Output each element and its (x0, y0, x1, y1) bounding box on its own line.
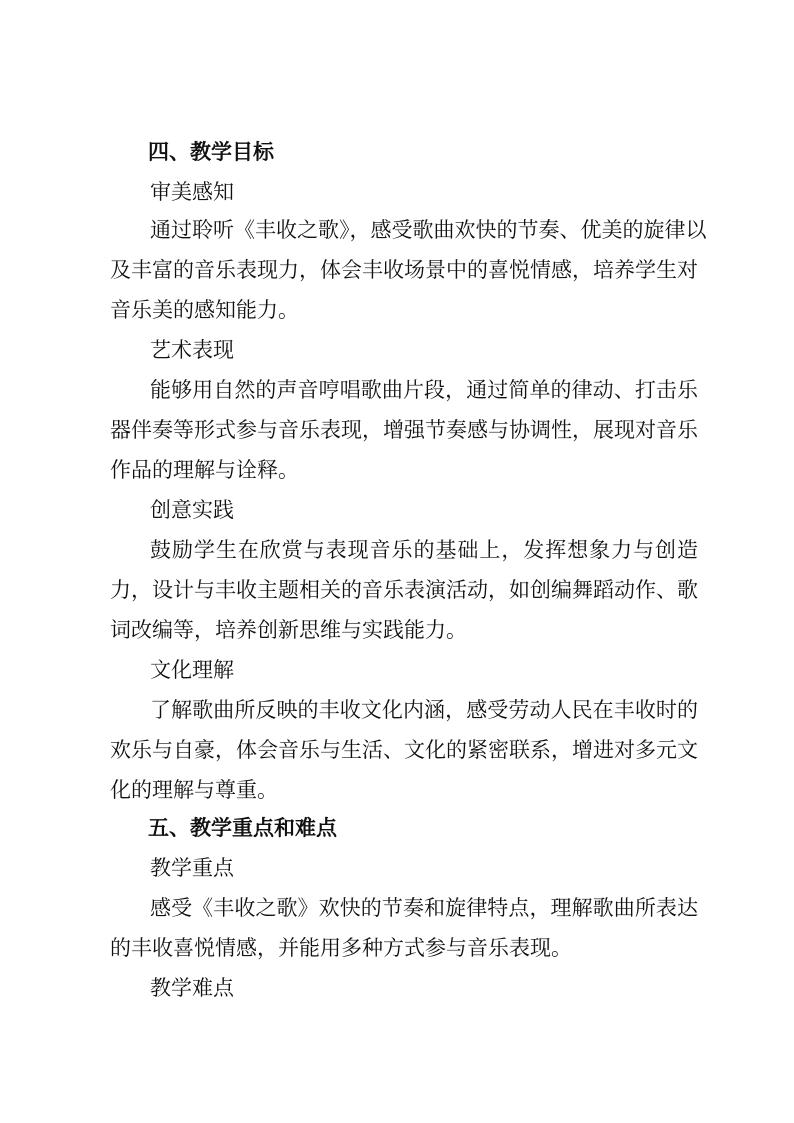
subheading-aesthetic: 审美感知 (150, 180, 234, 204)
paragraph-line: 了解歌曲所反映的丰收文化内涵，感受劳动人民在丰收时的 (150, 698, 698, 722)
paragraph-line: 鼓励学生在欣赏与表现音乐的基础上，发挥想象力与创造 (150, 538, 698, 562)
subheading-difficult-points: 教学难点 (150, 976, 234, 1000)
paragraph-line: 通过聆听《丰收之歌》，感受歌曲欢快的节奏、优美的旋律以 (150, 218, 707, 242)
paragraph-line: 欢乐与自豪，体会音乐与生活、文化的紧密联系，增进对多元文 (110, 738, 698, 762)
paragraph-line: 力，设计与丰收主题相关的音乐表演活动，如创编舞蹈动作、歌 (110, 578, 698, 602)
subheading-art: 艺术表现 (150, 338, 234, 362)
paragraph-line: 感受《丰收之歌》欢快的节奏和旋律特点，理解歌曲所表达 (150, 896, 698, 920)
paragraph-line: 能够用自然的声音哼唱歌曲片段，通过简单的律动、打击乐 (150, 378, 698, 402)
paragraph-line: 及丰富的音乐表现力，体会丰收场景中的喜悦情感，培养学生对 (110, 258, 698, 282)
subheading-culture: 文化理解 (150, 658, 234, 682)
subheading-key-points: 教学重点 (150, 856, 234, 880)
paragraph-line: 音乐美的感知能力。 (110, 298, 299, 322)
paragraph-line: 器伴奏等形式参与音乐表现，增强节奏感与协调性，展现对音乐 (110, 418, 698, 442)
section-heading-key-difficult: 五、教学重点和难点 (148, 816, 337, 840)
paragraph-line: 词改编等，培养创新思维与实践能力。 (110, 618, 467, 642)
subheading-creative: 创意实践 (150, 498, 234, 522)
paragraph-line: 化的理解与尊重。 (110, 778, 278, 802)
section-heading-teaching-goals: 四、教学目标 (148, 140, 274, 164)
paragraph-line: 作品的理解与诠释。 (110, 458, 299, 482)
paragraph-line: 的丰收喜悦情感，并能用多种方式参与音乐表现。 (110, 936, 572, 960)
